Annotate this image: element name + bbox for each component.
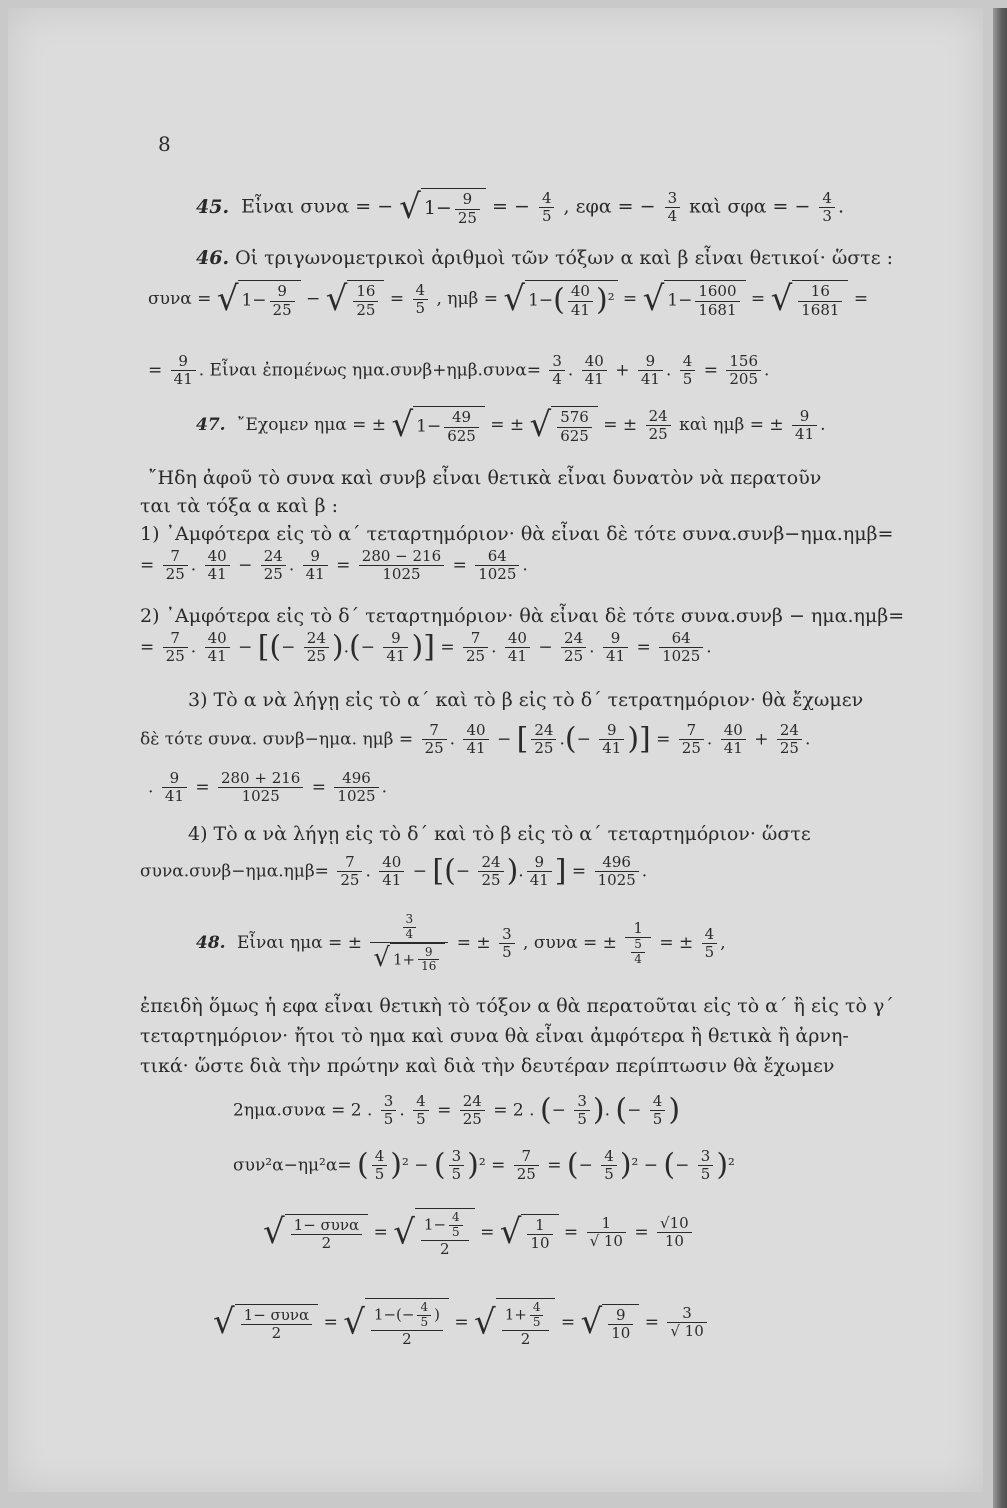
scanned-page <box>8 8 983 1492</box>
case-2-equation: = $\frac{7}{25}$ . $\frac{40}{41}$ − [(− $\frac{24}{25}$ ).(− $\frac{9}{41}$ )] = $\frac{7}{25}$ . $\frac{40}{41}$ − $\frac{24}{25}$ . $\frac{9}{41}$ = $\frac{64}{1025}$ . <box>140 629 712 666</box>
case-4-equation: συνα.συνβ−ημα.ημβ= $\frac{7}{25}$ . $\frac{40}{41}$ − [(− $\frac{24}{25}$ ). $\frac{9}{41}$ ] = $\frac{496}{1025}$ . <box>140 853 648 890</box>
paragraph-47-line-1: ῎Ηδη ἀφοῦ τὸ συνα καὶ συνβ εἶναι θετικὰ εἶναι δυνατὸν νὰ περατοῦν <box>148 467 822 489</box>
case-2-heading: 2) ᾿Αμφότερα εἰς τὸ δ΄ τεταρτημόριον· θὰ εἶναι δὲ τότε συνα.συνβ − ημα.ημβ= <box>140 605 905 627</box>
equation-2-sin-cos: 2ημα.συνα = 2 . $\frac{3}{5}$ . $\frac{4}{5}$ = $\frac{24}{25}$ = 2 . (− $\frac{3}{5}$ ). (− $\frac{4}{5}$ ) <box>233 1092 681 1129</box>
case-3-equation-1: δὲ τότε συνα. συνβ−ημα. ημβ = $\frac{7}{25}$ . $\frac{40}{41}$ − [ $\frac{24}{25}$ .(− $\frac{9}{41}$ )] = $\frac{7}{25}$ . $\frac{40}{41}$ + $\frac{24}{25}$ . <box>140 721 811 758</box>
page-number: 8 <box>158 132 171 156</box>
exercise-46-equation-1: συνα = √ 1− $\frac{9}{25}$ − √ $\frac{16}{25}$ = $\frac{4}{5}$ , ημβ = √ 1−( $\frac{40}{41}$ )² = √ 1− $\frac{1600}{1681}$ = √ $\frac{16}{1681}$ = <box>148 279 869 319</box>
paragraph-48-line-2: τεταρτημόριον· ἤτοι τὸ ημα καὶ συνα θὰ εἶναι ἀμφότερα ἢ θετικὰ ἢ ἀρνη- <box>140 1025 849 1047</box>
paragraph-48-line-1: ἐπειδὴ ὅμως ἡ εφα εἶναι θετικὴ τὸ τόξον α θὰ περατοῦται εἰς τὸ α΄ ἢ εἰς τὸ γ΄ <box>140 995 894 1017</box>
case-3-heading: 3) Τὸ α νὰ λήγῃ εἰς τὸ α΄ καὶ τὸ β εἰς τὸ δ΄ τετρατημόριον· θὰ ἔχωμεν <box>188 689 864 711</box>
exercise-46-equation-2: = $\frac{9}{41}$ . Εἶναι ἐπομένως ημα.συνβ+ημβ.συνα= $\frac{3}{4}$ . $\frac{40}{41}$ + $\frac{9}{41}$ . $\frac{4}{5}$ = $\frac{156}{205}$ . <box>148 352 770 389</box>
paragraph-48-line-3: τικά· ὥστε διὰ τὴν πρώτην καὶ διὰ τὴν δευτέραν περίπτωσιν θὰ ἔχωμεν <box>140 1055 835 1077</box>
case-4-heading: 4) Τὸ α νὰ λήγῃ εἰς τὸ δ΄ καὶ τὸ β εἰς τὸ α΄ τεταρτημόριον· ὥστε <box>188 823 811 845</box>
case-3-equation-2: . $\frac{9}{41}$ = $\frac{280 + 216}{1025}$ = $\frac{496}{1025}$ . <box>148 769 387 806</box>
case-1-equation: = $\frac{7}{25}$ . $\frac{40}{41}$ − $\frac{24}{25}$ . $\frac{9}{41}$ = $\frac{280 - 216}{1025}$ = $\frac{64}{1025}$ . <box>140 547 528 584</box>
exercise-48: 48. Εἶναι ημα = ± $\frac{3}{4}$ √ 1+ $\frac{9}{16}$ = ± $\frac{3}{5}$ , συνα = ± $\frac{1}{\frac{5}{4}}$ = ± $\frac{4}{5}$ , <box>196 912 726 974</box>
exercise-46-heading: 46. Οἱ τριγωνομετρικοὶ ἀριθμοὶ τῶν τόξων α καὶ β εἶναι θετικοί· ὥστε : <box>196 247 894 269</box>
paragraph-47-line-2: ται τὰ τόξα α καὶ β : <box>140 495 338 517</box>
equation-half-angle-1: √ $\frac{\text{1− συνα}}{2}$ = √ 1− $\frac{4}{5}$ 2 = √ $\frac{1}{10}$ = $\frac{1}{√ 10}$ = $\frac{√10}{10}$ <box>263 1208 695 1258</box>
equation-cos-squared: συν²α−ημ²α= ( $\frac{4}{5}$ )² − ( $\frac{3}{5}$ )² = $\frac{7}{25}$ = (− $\frac{4}{5}$ )² − (− $\frac{3}{5}$ )² <box>233 1147 735 1184</box>
exercise-47: 47. ῎Εχομεν ημα = ± √ 1− $\frac{49}{625}$ = ± √ $\frac{576}{625}$ = ± $\frac{24}{25}$ καὶ ημβ = ± $\frac{9}{41}$ . <box>196 405 826 445</box>
exercise-45: 45. Εἶναι συνα = − √ 1− $\frac{9}{25}$ = − $\frac{4}{5}$ , εφα = − $\frac{3}{4}$ καὶ σφα = − $\frac{4}{3}$ . <box>196 187 845 227</box>
case-1-heading: 1) ᾿Αμφότερα εἰς τὸ α΄ τεταρτημόριον· θὰ εἶναι δὲ τότε συνα.συνβ−ημα.ημβ= <box>140 523 894 545</box>
page-edge-shadow <box>993 8 1007 1508</box>
equation-half-angle-2: √ $\frac{\text{1− συνα}}{2}$ = √ 1−(− $\frac{4}{5}$ ) 2 = √ 1+ $\frac{4}{5}$ 2 = √ $\frac{9}{10}$ = $\frac{3}{√ 10}$ <box>213 1298 710 1348</box>
